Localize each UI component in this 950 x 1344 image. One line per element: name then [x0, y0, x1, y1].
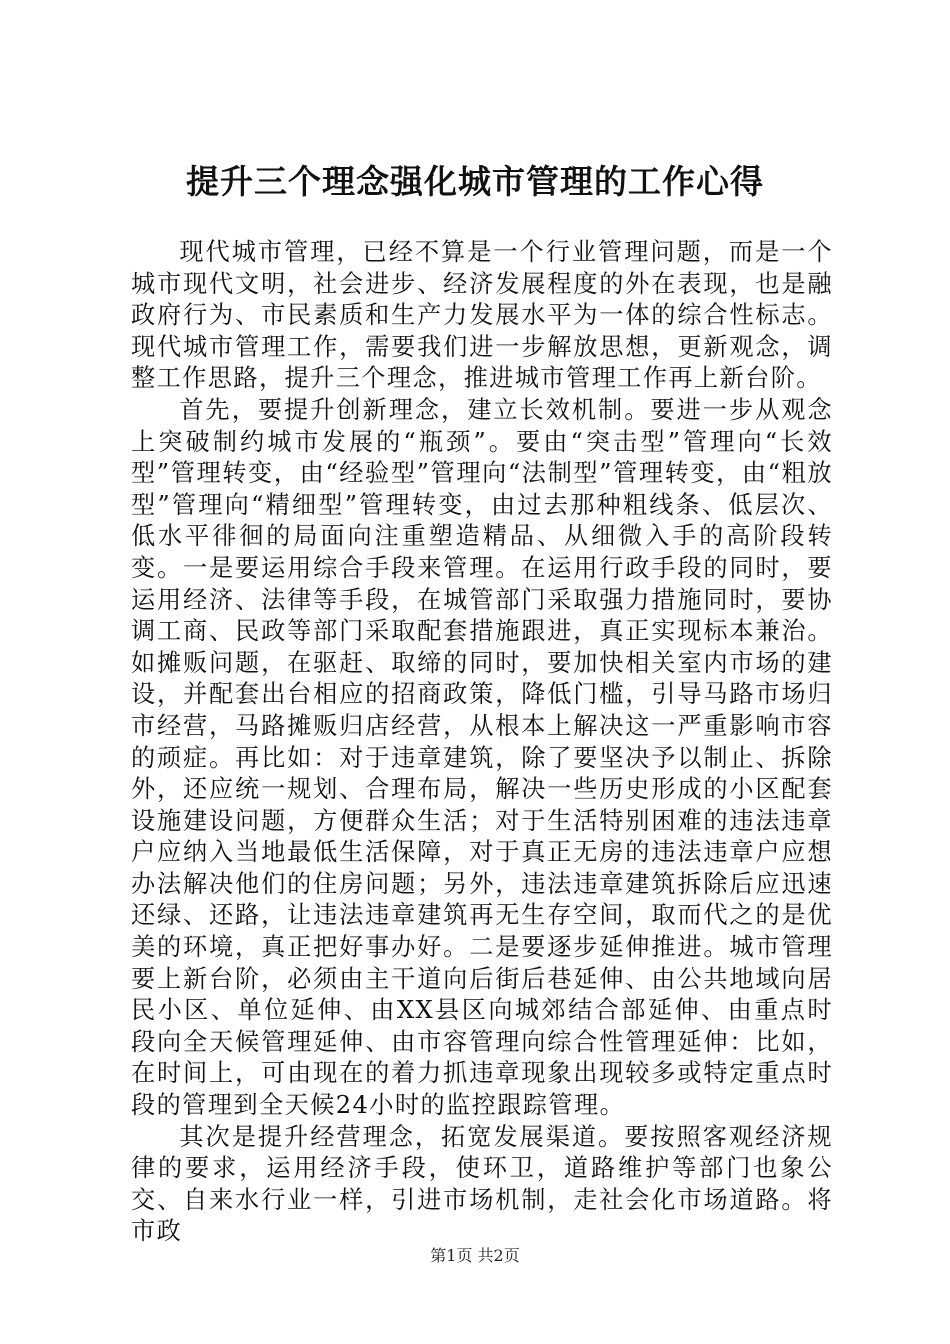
- page-number: 第1页: [430, 1246, 473, 1265]
- page-total: 共2页: [477, 1246, 520, 1265]
- document-title: 提升三个理念强化城市管理的工作心得: [186, 162, 764, 201]
- paragraph-intro: 现代城市管理，已经不算是一个行业管理问题，而是一个城市现代文明，社会进步、经济发展程度的外在表现，也是融政府行为、市民素质和生产力发展水平为一体的综合性标志。现代城市管理工作，需要我们进一步解放思想，更新观念，调整工作思路，提升三个理念，推进城市管理工作再上新台阶。: [131, 238, 833, 393]
- document-body: [131, 237, 833, 1248]
- paragraph-first: 首先，要提升创新理念，建立长效机制。要进一步从观念上突破制约城市发展的“瓶颈”。要由“突击型”管理向“长效型”管理转变，由“经验型”管理向“法制型”管理转变，由“粗放型”管理向“精细型”管理转变，由过去那种粗线条、低层次、低水平徘徊的局面向注重塑造精品、从细微入手的高阶段转变。一是要运用综合手段来管理。在运用行政手段的同时，要运用经济、法律等手段，在城管部门采取强力措施同时，要协调工商、民政等部门采取配套措施跟进，真正实现标本兼治。如摊贩问题，在驱赶、取缔的同时，要加快相关室内市场的建设，并配套出台相应的招商政策，降低门槛，引导马路市场归市经营，马路摊贩归店经营，从根本上解决这一严重影响市容的顽症。再比如：对于违章建筑，除了要坚决予以制止、拆除外，还应统一规划、合理布局，解决一些历史形成的小区配套设施建设问题，方便群众生活；对于生活特别困难的违法违章户应纳入当地最低生活保障，对于真正无房的违法违章户应想办法解决他们的住房问题；另外，违法违章建筑拆除后应迅速还绿、还路，让违法违章建筑再无生存空间，取而代之的是优美的环境，真正把好事办好。二是要逐步延伸推进。城市管理要上新台阶，必须由主干道向后街后巷延伸、由公共地域向居民小区、单位延伸、由XX县区向城郊结合部延伸、由重点时段向全天候管理延伸、由市容管理向综合性管理延伸：比如，在时间上，可由现在的着力抓违章现象出现较多或特定重点时段的管理到全天候24小时的监控跟踪管理。: [131, 395, 833, 1120]
- paragraph-second: 其次是提升经营理念，拓宽发展渠道。要按照客观经济规律的要求，运用经济手段，使环卫，道路维护等部门也象公交、自来水行业一样，引进市场机制，走社会化市场道路。将市政: [131, 1122, 833, 1246]
- page-footer: [0, 1245, 950, 1267]
